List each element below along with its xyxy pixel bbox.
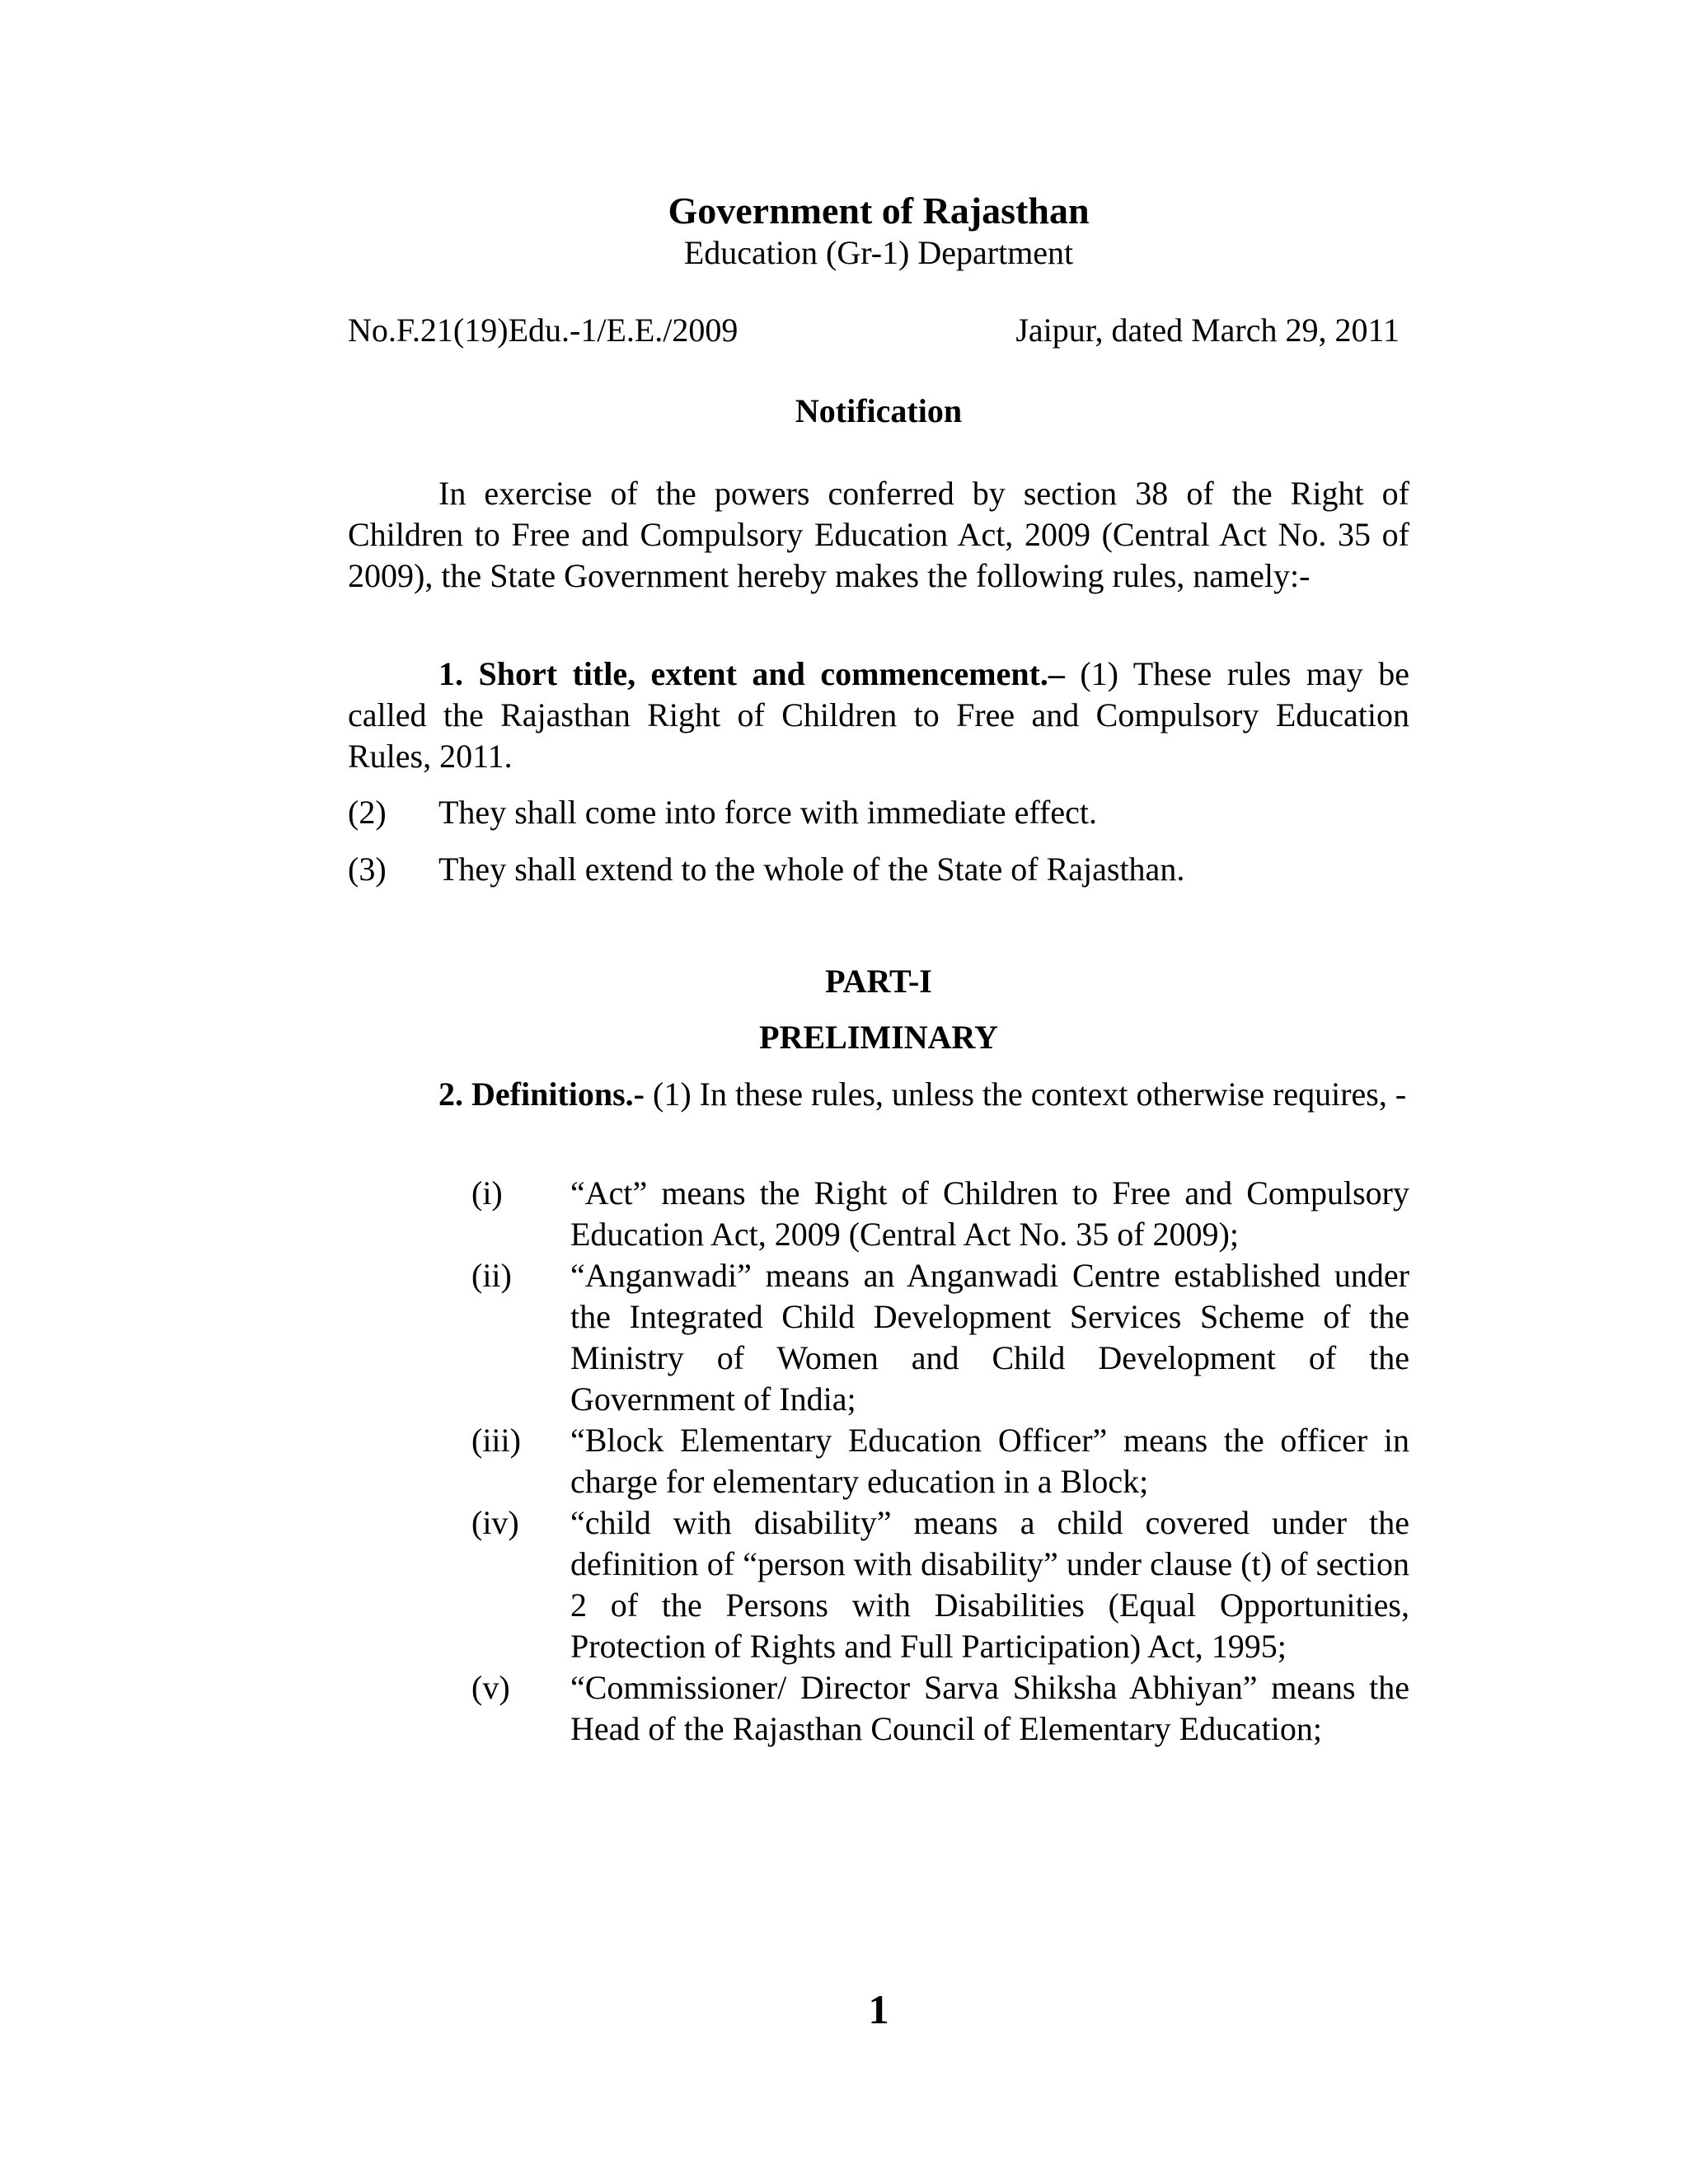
- rule-1-text: (1) These rules may be called the Rajasthan Right of Children to Free and Compulsory Education Rules, 2011.: [348, 655, 1409, 775]
- definition-number: (v): [471, 1669, 510, 1706]
- department-name: Education (Gr-1) Department: [683, 234, 1074, 271]
- rule-2-text: (1) In these rules, unless the context otherwise requires, -: [645, 1076, 1407, 1113]
- definitions-list: [471, 1173, 1409, 1750]
- definition-item: [471, 1255, 1409, 1420]
- subclause-text: They shall extend to the whole of the State of Rajasthan.: [438, 851, 1185, 888]
- rule-1-paragraph: [348, 654, 1409, 777]
- reference-number: No.F.21(19)Edu.-1/E.E./2009: [348, 312, 738, 349]
- definition-number: (iv): [471, 1504, 519, 1541]
- definition-text: “Block Elementary Education Officer” means the officer in charge for elementary education in a Block;: [570, 1422, 1409, 1500]
- page-number: 1: [868, 1986, 889, 2032]
- definition-item: [471, 1420, 1409, 1502]
- definition-text: “child with disability” means a child covered under the definition of “person with disability” under clause (t) of section 2 of the Persons with Disabilities (Equal Opportunities, Protection of Rights and Full Participation) Act, 1995;: [570, 1504, 1409, 1665]
- rule-2-heading: 2. Definitions.-: [438, 1076, 645, 1113]
- definition-item: [471, 1173, 1409, 1255]
- definition-item: [471, 1502, 1409, 1667]
- definition-number: (iii): [471, 1422, 521, 1459]
- definition-text: “Commissioner/ Director Sarva Shiksha Abhiyan” means the Head of the Rajasthan Council of Elementary Education;: [570, 1669, 1409, 1747]
- subclause-number: (3): [348, 851, 387, 888]
- notification-date: Jaipur, dated March 29, 2011: [1015, 312, 1400, 349]
- definition-number: (ii): [471, 1257, 512, 1294]
- document-title: Government of Rajasthan: [668, 190, 1090, 232]
- definition-number: (i): [471, 1174, 503, 1212]
- rule-2-paragraph: [348, 1074, 1409, 1115]
- part-label: PART-I: [825, 963, 932, 1000]
- notification-heading: Notification: [795, 392, 963, 429]
- part-title: PRELIMINARY: [759, 1019, 998, 1056]
- definition-text: “Act” means the Right of Children to Free and Compulsory Education Act, 2009 (Central Act No. 35 of 2009);: [570, 1174, 1409, 1253]
- subclause-number: (2): [348, 794, 387, 831]
- definition-item: [471, 1667, 1409, 1750]
- definition-text: “Anganwadi” means an Anganwadi Centre established under the Integrated Child Development Services Scheme of the Ministry of Women and Child Development of the Government of India;: [570, 1257, 1409, 1418]
- subclause-text: They shall come into force with immediate effect.: [438, 794, 1097, 831]
- rule-1-heading: 1. Short title, extent and commencement.–: [438, 655, 1065, 692]
- preamble-paragraph: In exercise of the powers conferred by section 38 of the Right of Children to Free and Compulsory Education Act, 2009 (Central Act No. 35 of 2009), the State Government hereby makes the following rules, namely:-: [348, 475, 1409, 594]
